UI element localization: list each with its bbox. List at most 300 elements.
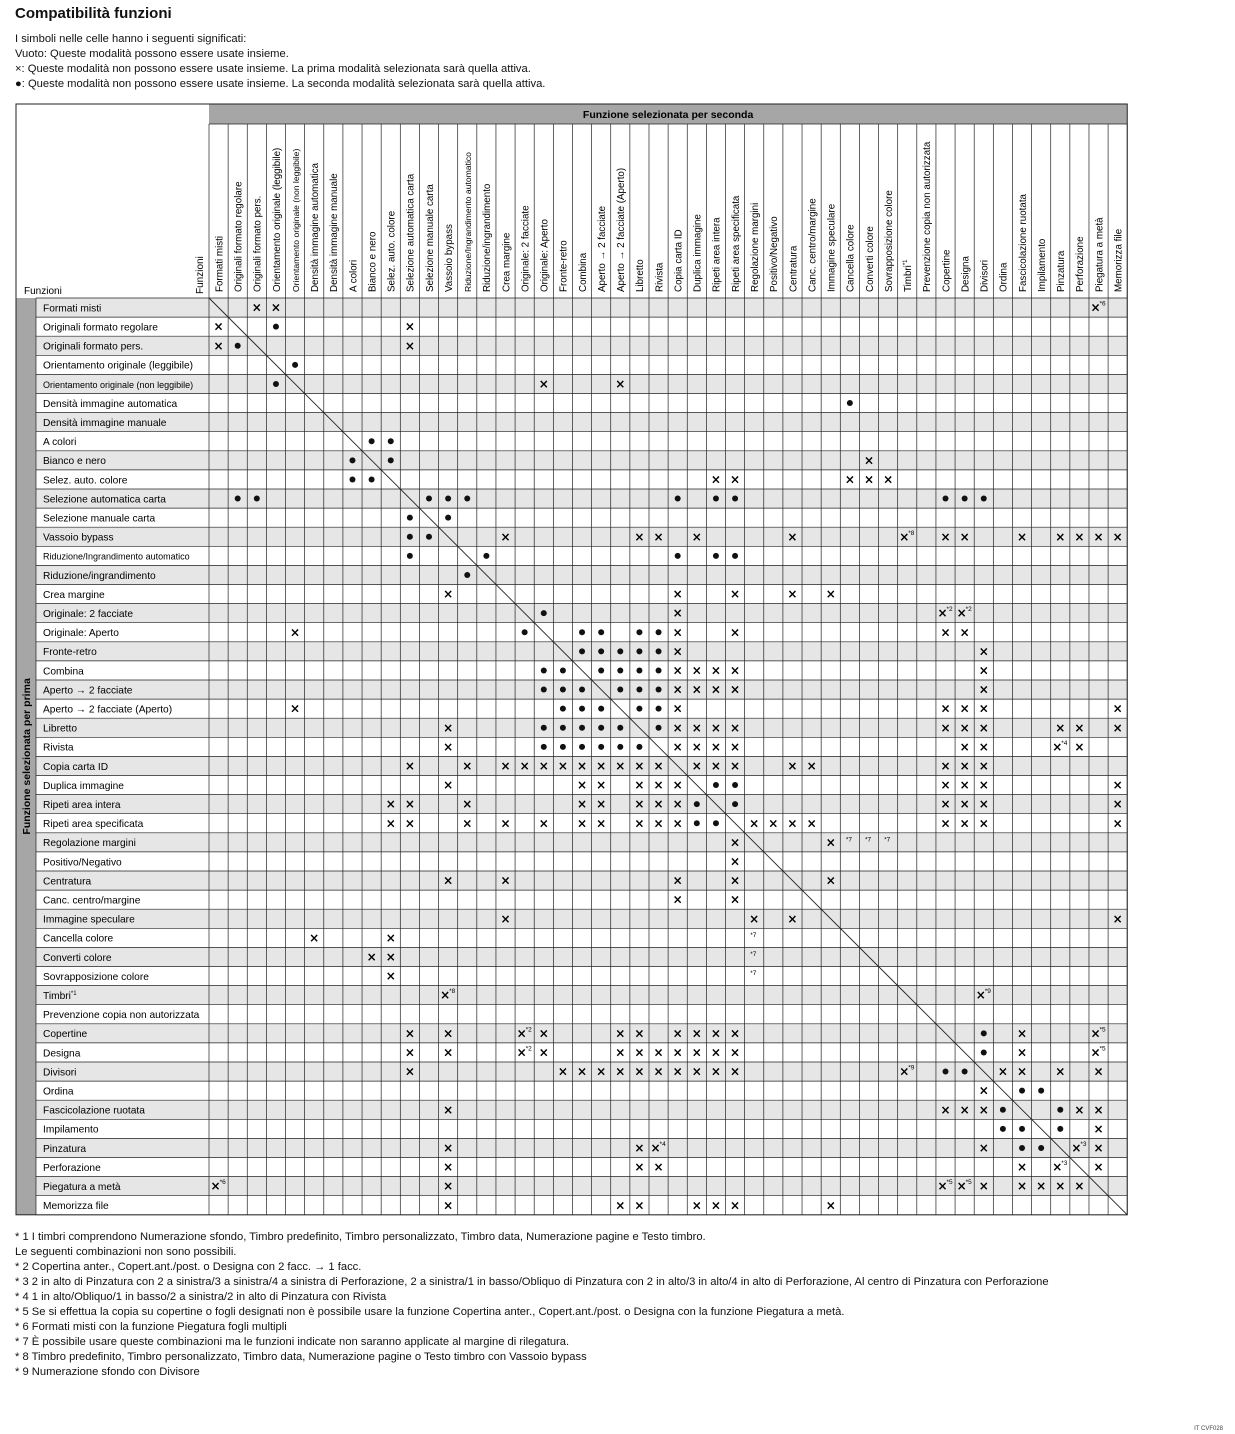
- cross-mark: ×: [1090, 1026, 1101, 1041]
- cross-mark: ×: [672, 625, 683, 640]
- cross-mark: ×: [615, 1064, 626, 1079]
- footnote-ref: *6: [219, 1179, 226, 1187]
- row-header: Fascicolazione ruotata: [43, 1105, 145, 1117]
- row-header: Selezione manuale carta: [43, 513, 156, 525]
- dot-mark: [598, 706, 604, 712]
- dot-mark: [981, 1049, 987, 1055]
- row-header: Timbri$^{*1}$: [43, 990, 77, 1002]
- cross-mark: ×: [730, 1064, 741, 1079]
- column-header: Fronte-retro: [558, 240, 570, 292]
- column-header: Converti colore: [864, 226, 876, 292]
- row-header: Pinzatura: [43, 1143, 87, 1155]
- cross-mark: ×: [1052, 1160, 1063, 1175]
- cross-mark: ×: [1036, 1179, 1047, 1194]
- corner-label-rotated: Funzioni: [195, 256, 206, 294]
- cross-mark: ×: [899, 1064, 910, 1079]
- dot-mark: [426, 496, 432, 502]
- cross-mark: ×: [730, 587, 741, 602]
- cross-mark: ×: [956, 606, 967, 621]
- row-header: Piegatura a metà: [43, 1181, 121, 1193]
- cross-mark: ×: [596, 758, 607, 773]
- dot-mark: [694, 820, 700, 826]
- cross-mark: ×: [959, 739, 970, 754]
- column-header: Memorizza file: [1113, 228, 1125, 292]
- footnote-ref: *7: [884, 836, 891, 844]
- dot-mark: [560, 687, 566, 693]
- cross-mark: ×: [443, 1102, 454, 1117]
- cross-mark: ×: [730, 1045, 741, 1060]
- cross-mark: ×: [1074, 1102, 1085, 1117]
- row-header: A colori: [43, 437, 77, 449]
- cross-mark: ×: [385, 816, 396, 831]
- column-header: Immagine speculare: [826, 203, 838, 292]
- cross-mark: ×: [290, 701, 301, 716]
- cross-mark: ×: [749, 816, 760, 831]
- cross-mark: ×: [710, 472, 721, 487]
- footnote-ref: *2: [965, 606, 972, 614]
- cross-mark: ×: [844, 472, 855, 487]
- dot-mark: [598, 648, 604, 654]
- column-header: Orientamento originale (leggibile): [271, 147, 283, 292]
- cross-mark: ×: [899, 529, 910, 544]
- dot-mark: [732, 496, 738, 502]
- dot-mark: [579, 706, 585, 712]
- cross-mark: ×: [1112, 797, 1123, 812]
- cross-mark: ×: [1112, 701, 1123, 716]
- dot-mark: [598, 725, 604, 731]
- dot-mark: [464, 496, 470, 502]
- cross-mark: ×: [577, 1064, 588, 1079]
- cross-mark: ×: [500, 529, 511, 544]
- dot-mark: [713, 496, 719, 502]
- cross-mark: ×: [213, 319, 224, 334]
- cross-mark: ×: [1074, 529, 1085, 544]
- cross-mark: ×: [978, 644, 989, 659]
- cross-mark: ×: [710, 1026, 721, 1041]
- row-header: Riduzione/Ingrandimento automatico: [43, 551, 190, 562]
- dot-mark: [656, 725, 662, 731]
- cross-mark: ×: [615, 376, 626, 391]
- cross-mark: ×: [672, 663, 683, 678]
- cross-mark: ×: [653, 1160, 664, 1175]
- cross-mark: ×: [710, 758, 721, 773]
- cross-mark: ×: [1055, 529, 1066, 544]
- footnote-ref: *8: [449, 988, 456, 996]
- side-header: Funzione selezionata per prima: [21, 678, 33, 835]
- cross-mark: ×: [730, 835, 741, 850]
- cross-mark: ×: [596, 778, 607, 793]
- legend-intro: I simboli nelle celle hanno i seguenti significati:: [15, 33, 247, 45]
- row-header: Crea margine: [43, 589, 105, 601]
- dot-mark: [675, 496, 681, 502]
- top-header: Funzione selezionata per seconda: [582, 109, 754, 121]
- dot-mark: [369, 476, 375, 482]
- row-header: Orientamento originale (non leggibile): [43, 379, 194, 390]
- row-header: Vassoio bypass: [43, 532, 114, 544]
- dot-mark: [656, 667, 662, 673]
- row-header: Selez. auto. colore: [43, 475, 128, 487]
- cross-mark: ×: [557, 1064, 568, 1079]
- cross-mark: ×: [462, 797, 473, 812]
- cross-mark: ×: [1090, 1045, 1101, 1060]
- row-header: Cancella colore: [43, 933, 114, 945]
- cross-mark: ×: [650, 1140, 661, 1155]
- dot-mark: [656, 629, 662, 635]
- dot-mark: [541, 725, 547, 731]
- cross-mark: ×: [978, 739, 989, 754]
- dot-mark: [943, 496, 949, 502]
- row-header: Riduzione/ingrandimento: [43, 570, 156, 582]
- footnote-ref: *9: [908, 1064, 915, 1072]
- row-header: Originale: 2 facciate: [43, 608, 134, 620]
- row-header: Densità immagine manuale: [43, 417, 167, 429]
- dot-mark: [541, 744, 547, 750]
- cross-mark: ×: [538, 758, 549, 773]
- cross-mark: ×: [634, 1045, 645, 1060]
- row-header: Memorizza file: [43, 1201, 109, 1213]
- dot-mark: [732, 553, 738, 559]
- cross-mark: ×: [730, 739, 741, 754]
- cross-mark: ×: [710, 739, 721, 754]
- cross-mark: ×: [404, 1045, 415, 1060]
- footnote-ref: *4: [659, 1140, 666, 1148]
- row-header: Centratura: [43, 876, 92, 888]
- dot-mark: [407, 534, 413, 540]
- dot-mark: [656, 706, 662, 712]
- row-header: Originali formato regolare: [43, 322, 158, 334]
- dot-mark: [713, 820, 719, 826]
- row-header: Fronte-retro: [43, 647, 97, 659]
- column-header: Orientamento originale (non leggibile): [290, 148, 301, 292]
- cross-mark: ×: [730, 1198, 741, 1213]
- cross-mark: ×: [1016, 1179, 1028, 1194]
- cross-mark: ×: [1016, 1026, 1028, 1041]
- dot-mark: [598, 744, 604, 750]
- footnote-ref: *5: [1099, 1045, 1106, 1053]
- cross-mark: ×: [443, 1160, 454, 1175]
- dot-mark: [636, 687, 642, 693]
- dot-mark: [560, 744, 566, 750]
- dot-mark: [254, 496, 260, 502]
- cross-mark: ×: [710, 663, 721, 678]
- cross-mark: ×: [557, 758, 568, 773]
- cross-mark: ×: [634, 1198, 645, 1213]
- row-header: Rivista: [43, 742, 74, 754]
- cross-mark: ×: [787, 758, 798, 773]
- column-header: Ripeti area specificata: [730, 195, 742, 292]
- footnote-ref: *8: [908, 529, 915, 537]
- column-header: Originale: Aperto: [539, 219, 551, 292]
- footnote: * 2 Copertina anter., Copert.ant./post. o Designa con 2 facc. → 1 facc.: [15, 1261, 362, 1273]
- column-header: Regolazione margini: [750, 202, 762, 292]
- cross-mark: ×: [825, 835, 836, 850]
- cross-mark: ×: [959, 1102, 970, 1117]
- row-header: Impilamento: [43, 1124, 99, 1136]
- row-header: Sovrapposizione colore: [43, 971, 149, 983]
- footnote: * 8 Timbro predefinito, Timbro personalizzato, Timbro data, Numerazione pagine o Testo timbro con Vassoio bypass: [15, 1351, 587, 1363]
- dot-mark: [943, 1069, 949, 1075]
- legend-dot: ●: Queste modalità non possono essere usate insieme. La seconda modalità selezionata sarà quella attiva.: [15, 78, 546, 90]
- cross-mark: ×: [213, 338, 224, 353]
- dot-mark: [273, 381, 279, 387]
- footnote: * 3 2 in alto di Pinzatura con 2 a sinistra/3 a sinistra/4 a sinistra di Perforazione, 2 a sinistra/1 in basso/Obliquo di Pinzatura con 2 in alto/3 in alto/4 in alto di Perforazione, Al centro di Pinzatura con Perforazione: [15, 1276, 1049, 1288]
- cross-mark: ×: [634, 1140, 645, 1155]
- cross-mark: ×: [730, 682, 741, 697]
- cross-mark: ×: [385, 797, 396, 812]
- dot-mark: [1057, 1126, 1063, 1132]
- dot-mark: [1057, 1107, 1063, 1113]
- cross-mark: ×: [500, 911, 511, 926]
- cross-mark: ×: [940, 720, 951, 735]
- cross-mark: ×: [596, 797, 607, 812]
- cross-mark: ×: [634, 758, 645, 773]
- footnote: * 5 Se si effettua la copia su copertine o fogli designati non è possibile usare la funzione Copertina anter., Copert.ant./post. o Designa con la funzione Piegatura a metà.: [15, 1306, 845, 1318]
- cross-mark: ×: [672, 739, 683, 754]
- cross-mark: ×: [997, 1064, 1008, 1079]
- dot-mark: [541, 610, 547, 616]
- cross-mark: ×: [730, 472, 741, 487]
- cross-mark: ×: [959, 816, 970, 831]
- column-header: Copia carta ID: [673, 229, 685, 292]
- cross-mark: ×: [978, 816, 989, 831]
- cross-mark: ×: [1052, 739, 1063, 754]
- cross-mark: ×: [443, 1045, 454, 1060]
- footnote: * 6 Formati misti con la funzione Piegatura fogli multipli: [15, 1321, 287, 1333]
- cross-mark: ×: [978, 1102, 989, 1117]
- column-header: Aperto → 2 facciate (Aperto): [616, 167, 628, 292]
- cross-mark: ×: [691, 529, 702, 544]
- footnote: Le seguenti combinazioni non sono possibili.: [15, 1246, 237, 1258]
- cross-mark: ×: [443, 778, 454, 793]
- cross-mark: ×: [940, 778, 951, 793]
- dot-mark: [636, 667, 642, 673]
- cross-mark: ×: [1093, 1160, 1104, 1175]
- cross-mark: ×: [959, 778, 970, 793]
- dot-mark: [598, 629, 604, 635]
- cross-mark: ×: [1093, 1102, 1104, 1117]
- footnote-ref: *2: [946, 606, 953, 614]
- dot-mark: [426, 534, 432, 540]
- dot-mark: [407, 515, 413, 521]
- cross-mark: ×: [730, 1026, 741, 1041]
- cross-mark: ×: [937, 1179, 948, 1194]
- cross-mark: ×: [309, 930, 320, 945]
- cross-mark: ×: [538, 376, 549, 391]
- corner-label: Funzioni: [24, 286, 62, 297]
- cross-mark: ×: [825, 1198, 836, 1213]
- row-header: Originale: Aperto: [43, 628, 119, 640]
- footnotes: [15, 1230, 1049, 1380]
- cross-mark: ×: [959, 720, 970, 735]
- cross-mark: ×: [691, 720, 702, 735]
- cross-mark: ×: [975, 988, 986, 1003]
- footnote-ref: *7: [750, 970, 757, 978]
- cross-mark: ×: [959, 701, 970, 716]
- cross-mark: ×: [538, 1026, 549, 1041]
- cross-mark: ×: [1112, 720, 1123, 735]
- dot-mark: [656, 687, 662, 693]
- cross-mark: ×: [440, 988, 451, 1003]
- cross-mark: ×: [615, 1045, 626, 1060]
- cross-mark: ×: [787, 816, 798, 831]
- cross-mark: ×: [500, 816, 511, 831]
- cross-mark: ×: [653, 778, 664, 793]
- dot-mark: [694, 801, 700, 807]
- dot-mark: [541, 687, 547, 693]
- cross-mark: ×: [691, 758, 702, 773]
- row-header: Canc. centro/margine: [43, 895, 141, 907]
- row-header: Perforazione: [43, 1162, 101, 1174]
- cross-mark: ×: [691, 663, 702, 678]
- cross-mark: ×: [577, 758, 588, 773]
- dot-mark: [235, 496, 241, 502]
- dot-mark: [598, 667, 604, 673]
- cross-mark: ×: [615, 1026, 626, 1041]
- footnote-ref: *2: [525, 1026, 532, 1034]
- cross-mark: ×: [1093, 1064, 1104, 1079]
- cross-mark: ×: [1093, 1140, 1104, 1155]
- cross-mark: ×: [672, 606, 683, 621]
- dot-mark: [235, 343, 241, 349]
- cross-mark: ×: [500, 873, 511, 888]
- row-header: Ordina: [43, 1086, 74, 1098]
- cross-mark: ×: [290, 625, 301, 640]
- cross-mark: ×: [825, 873, 836, 888]
- footnote-ref: *2: [525, 1045, 532, 1053]
- cross-mark: ×: [538, 1045, 549, 1060]
- cross-mark: ×: [978, 778, 989, 793]
- cross-mark: ×: [978, 663, 989, 678]
- cross-mark: ×: [672, 701, 683, 716]
- cross-mark: ×: [462, 816, 473, 831]
- cross-mark: ×: [1112, 529, 1123, 544]
- cross-mark: ×: [672, 644, 683, 659]
- cross-mark: ×: [404, 797, 415, 812]
- cross-mark: ×: [404, 1064, 415, 1079]
- cross-mark: ×: [959, 529, 970, 544]
- cross-mark: ×: [443, 873, 454, 888]
- cross-mark: ×: [634, 816, 645, 831]
- cross-mark: ×: [385, 930, 396, 945]
- cross-mark: ×: [710, 720, 721, 735]
- dot-mark: [713, 553, 719, 559]
- dot-mark: [981, 496, 987, 502]
- dot-mark: [636, 648, 642, 654]
- dot-mark: [522, 629, 528, 635]
- dot-mark: [464, 572, 470, 578]
- column-header: Rivista: [654, 262, 666, 292]
- dot-mark: [445, 515, 451, 521]
- column-header: Centratura: [788, 245, 800, 292]
- dot-mark: [388, 438, 394, 444]
- cross-mark: ×: [385, 969, 396, 984]
- dot-mark: [636, 744, 642, 750]
- cross-mark: ×: [883, 472, 894, 487]
- legend-empty: Vuoto: Queste modalità possono essere usate insieme.: [15, 48, 289, 60]
- footnote-ref: *4: [1061, 739, 1068, 747]
- cross-mark: ×: [787, 529, 798, 544]
- cross-mark: ×: [787, 587, 798, 602]
- column-header: Ripeti area intera: [711, 217, 723, 292]
- dot-mark: [483, 553, 489, 559]
- cross-mark: ×: [653, 797, 664, 812]
- cross-mark: ×: [691, 682, 702, 697]
- dot-mark: [981, 1030, 987, 1036]
- cross-mark: ×: [825, 587, 836, 602]
- cross-mark: ×: [672, 892, 683, 907]
- cross-mark: ×: [710, 1045, 721, 1060]
- cross-mark: ×: [366, 949, 377, 964]
- cross-mark: ×: [577, 797, 588, 812]
- cross-mark: ×: [672, 682, 683, 697]
- cross-mark: ×: [978, 758, 989, 773]
- cross-mark: ×: [978, 1083, 989, 1098]
- row-header: Copia carta ID: [43, 761, 109, 773]
- dot-mark: [1038, 1145, 1044, 1151]
- dot-mark: [617, 725, 623, 731]
- dot-mark: [1038, 1088, 1044, 1094]
- column-header: Selezione manuale carta: [424, 184, 436, 292]
- row-header: Bianco e nero: [43, 456, 106, 468]
- cross-mark: ×: [710, 682, 721, 697]
- cross-mark: ×: [1093, 1121, 1104, 1136]
- cross-mark: ×: [730, 892, 741, 907]
- cross-mark: ×: [653, 529, 664, 544]
- column-header: Originali formato regolare: [233, 181, 245, 292]
- cross-mark: ×: [940, 529, 951, 544]
- cross-mark: ×: [1093, 529, 1104, 544]
- cross-mark: ×: [672, 720, 683, 735]
- cross-mark: ×: [937, 606, 948, 621]
- row-header: Selezione automatica carta: [43, 494, 166, 506]
- cross-mark: ×: [1074, 1179, 1085, 1194]
- dot-mark: [407, 553, 413, 559]
- cross-mark: ×: [768, 816, 779, 831]
- cross-mark: ×: [653, 1045, 664, 1060]
- cross-mark: ×: [940, 816, 951, 831]
- cross-mark: ×: [615, 1198, 626, 1213]
- cross-mark: ×: [538, 816, 549, 831]
- cross-mark: ×: [634, 529, 645, 544]
- cross-mark: ×: [653, 816, 664, 831]
- cross-mark: ×: [1055, 1179, 1066, 1194]
- column-header: Originali formato pers.: [252, 195, 264, 292]
- cross-mark: ×: [730, 720, 741, 735]
- cross-mark: ×: [634, 778, 645, 793]
- cross-mark: ×: [634, 797, 645, 812]
- dot-mark: [1000, 1126, 1006, 1132]
- dot-mark: [617, 648, 623, 654]
- footnote-ref: *5: [1099, 1026, 1106, 1034]
- row-header: Prevenzione copia non autorizzata: [43, 1010, 200, 1022]
- cross-mark: ×: [978, 720, 989, 735]
- footnote-ref: *7: [750, 931, 757, 939]
- column-header: Originale: 2 facciate: [520, 205, 532, 292]
- cross-mark: ×: [577, 816, 588, 831]
- dot-mark: [675, 553, 681, 559]
- dot-mark: [617, 687, 623, 693]
- cross-mark: ×: [1016, 1160, 1028, 1175]
- row-header: Originali formato pers.: [43, 341, 144, 353]
- cross-mark: ×: [1016, 1045, 1028, 1060]
- column-header: Prevenzione copia non autorizzata: [922, 141, 934, 292]
- column-header: Canc. centro/margine: [807, 198, 819, 292]
- legend-cross: ×: Queste modalità non possono essere usate insieme. La prima modalità selezionata sarà quella attiva.: [15, 63, 531, 75]
- row-header: Ripeti area intera: [43, 799, 121, 811]
- cross-mark: ×: [691, 1026, 702, 1041]
- column-header: Piegatura a metà: [1094, 217, 1106, 292]
- cross-mark: ×: [1016, 529, 1028, 544]
